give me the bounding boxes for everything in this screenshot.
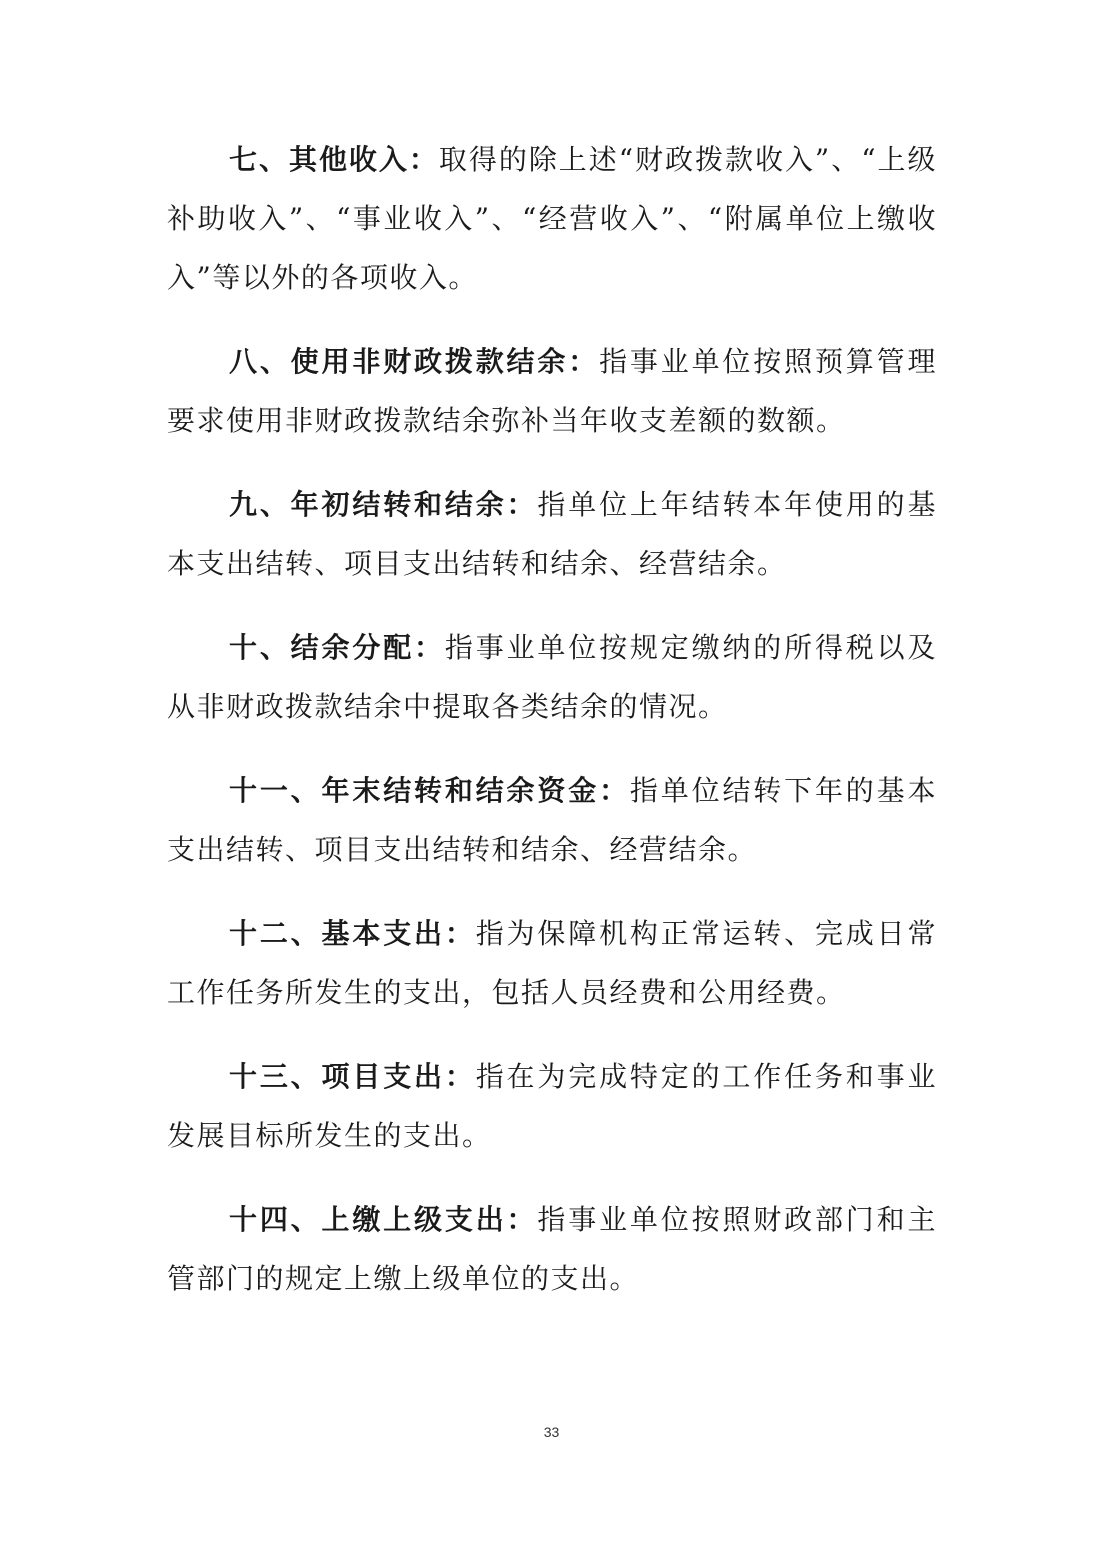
definition-term: 十二、基本支出： xyxy=(229,917,476,950)
definition-text: 指在为完成特定的工作任务和事业发展目标所发生的支出。 xyxy=(167,1060,937,1152)
definition-paragraph-12 xyxy=(167,904,937,1022)
definition-text: 指事业单位按规定缴纳的所得税以及从非财政拨款结余中提取各类结余的情况。 xyxy=(167,631,937,723)
definition-paragraph-14 xyxy=(167,1190,937,1308)
definition-term: 十四、上缴上级支出： xyxy=(229,1203,538,1236)
definition-paragraph-10 xyxy=(167,618,937,736)
definition-term: 十三、项目支出： xyxy=(229,1060,476,1093)
definition-paragraph-7 xyxy=(167,130,937,307)
definition-text: 指事业单位按照预算管理要求使用非财政拨款结余弥补当年收支差额的数额。 xyxy=(167,345,937,437)
definition-term: 九、年初结转和结余： xyxy=(229,488,538,521)
definition-term: 十、结余分配： xyxy=(229,631,445,664)
definition-text: 指事业单位按照财政部门和主管部门的规定上缴上级单位的支出。 xyxy=(167,1203,937,1295)
definition-text: 指单位结转下年的基本支出结转、项目支出结转和结余、经营结余。 xyxy=(167,774,937,866)
definition-term: 十一、年末结转和结余资金： xyxy=(229,774,630,807)
definition-term: 八、使用非财政拨款结余： xyxy=(229,345,600,378)
definition-paragraph-9 xyxy=(167,475,937,593)
definition-paragraph-8 xyxy=(167,332,937,450)
definition-text: 指单位上年结转本年使用的基本支出结转、项目支出结转和结余、经营结余。 xyxy=(167,488,937,580)
document-body xyxy=(167,130,937,1333)
definition-paragraph-13 xyxy=(167,1047,937,1165)
definition-term: 七、其他收入： xyxy=(229,143,439,176)
page-number: 33 xyxy=(543,1424,560,1440)
definition-text: 取得的除上述“财政拨款收入”、“上级补助收入”、“事业收入”、“经营收入”、“附属单位上缴收入”等以外的各项收入。 xyxy=(167,143,937,294)
definition-paragraph-11 xyxy=(167,761,937,879)
definition-text: 指为保障机构正常运转、完成日常工作任务所发生的支出，包括人员经费和公用经费。 xyxy=(167,917,937,1009)
